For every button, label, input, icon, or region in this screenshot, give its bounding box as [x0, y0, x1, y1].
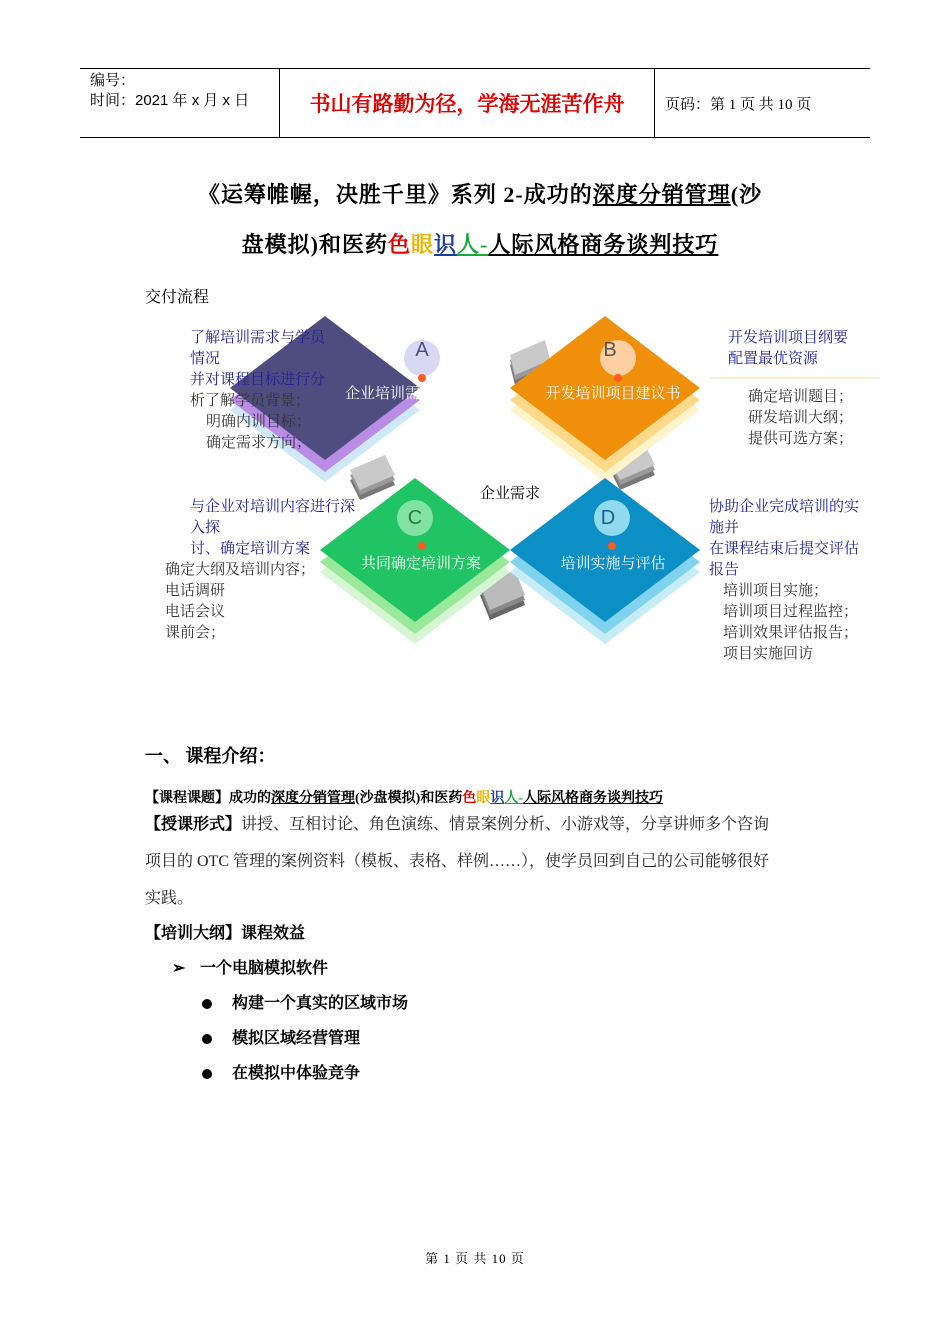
dot-bullet-icon: [202, 1069, 212, 1079]
section-heading: 一、 课程介绍：: [145, 746, 276, 766]
letter-b: B: [603, 339, 617, 361]
page-footer: 第 1 页 共 10 页: [425, 1251, 525, 1266]
letter-c: C: [407, 507, 423, 529]
note-a: 了解培训需求与学员 情况 并对课程目标进行分 析了解学员背景； 明确内训目标； 确定需求方向；: [190, 329, 326, 451]
arrow-bullet-icon: ➢: [172, 960, 186, 977]
diamond-a-title: 企业培训需求分析: [344, 385, 466, 402]
letter-d: D: [600, 507, 616, 529]
time-label: 时间：2021 年 x 月 x 日: [90, 92, 250, 109]
diamond-d-title: 培训实施与评估: [560, 555, 666, 572]
connector-left: [350, 455, 395, 500]
outline-item-1: ➢ 一个电脑模拟软件: [172, 960, 329, 977]
doc-title-line1: 《运筹帷幄，决胜千里》系列 2-成功的深度分销管理(沙: [197, 182, 763, 207]
letter-a: A: [415, 339, 429, 361]
flow-label: 交付流程: [145, 289, 210, 306]
diamond-c-title: 共同确定培训方案: [360, 555, 482, 572]
doc-title-line2: 盘模拟)和医药色眼识人-人际风格商务谈判技巧: [241, 232, 719, 257]
page-code: 页码：第 1 页 共 10 页: [665, 96, 812, 113]
note-c: 与企业对培训内容进行深 入探 讨、确定培训方案 确定大纲及培训内容； 电话调研 电话会议 课前会；: [165, 498, 356, 641]
outline-label: 【培训大纲】课程效益: [145, 925, 306, 942]
header-table: [80, 68, 870, 138]
note-d: 协助企业完成培训的实 施并 在课程结束后提交评估 报告 培训项目实施； 培训项目过程监控； 培训效果评估报告； 项目实施回访: [709, 498, 860, 662]
number-label: 编号：: [90, 72, 136, 89]
dot-bullet-icon: [202, 1034, 212, 1044]
outline-subitem-1: 构建一个真实的区域市场: [202, 990, 408, 1013]
outline-subitem-2: 模拟区域经营管理: [202, 1025, 360, 1048]
motto: 书山有路勤为径，学海无涯苦作舟: [280, 69, 655, 137]
course-format-line3: 实践。: [145, 890, 194, 907]
header-info-cell: [80, 69, 280, 137]
dot-bullet-icon: [202, 999, 212, 1009]
course-format-line1: 【授课形式】讲授、互相讨论、角色演练、情景案例分析、小游戏等，分享讲师多个咨询: [145, 816, 770, 833]
course-topic: 【课程课题】成功的深度分销管理(沙盘模拟)和医药色眼识人-人际风格商务谈判技巧: [145, 791, 663, 806]
outline-subitem-3: 在模拟中体验竞争: [202, 1060, 360, 1083]
diamond-b-title: 开发培训项目建议书: [545, 385, 681, 402]
course-format-line2: 项目的 OTC 管理的案例资料（模板、表格、样例……），使学员回到自己的公司能够很好: [145, 853, 770, 870]
note-b: 开发培训项目纲要 配置最优资源 确定培训题目； 研发培训大纲； 提供可选方案；: [728, 329, 854, 447]
center-label: 企业需求: [479, 485, 541, 502]
